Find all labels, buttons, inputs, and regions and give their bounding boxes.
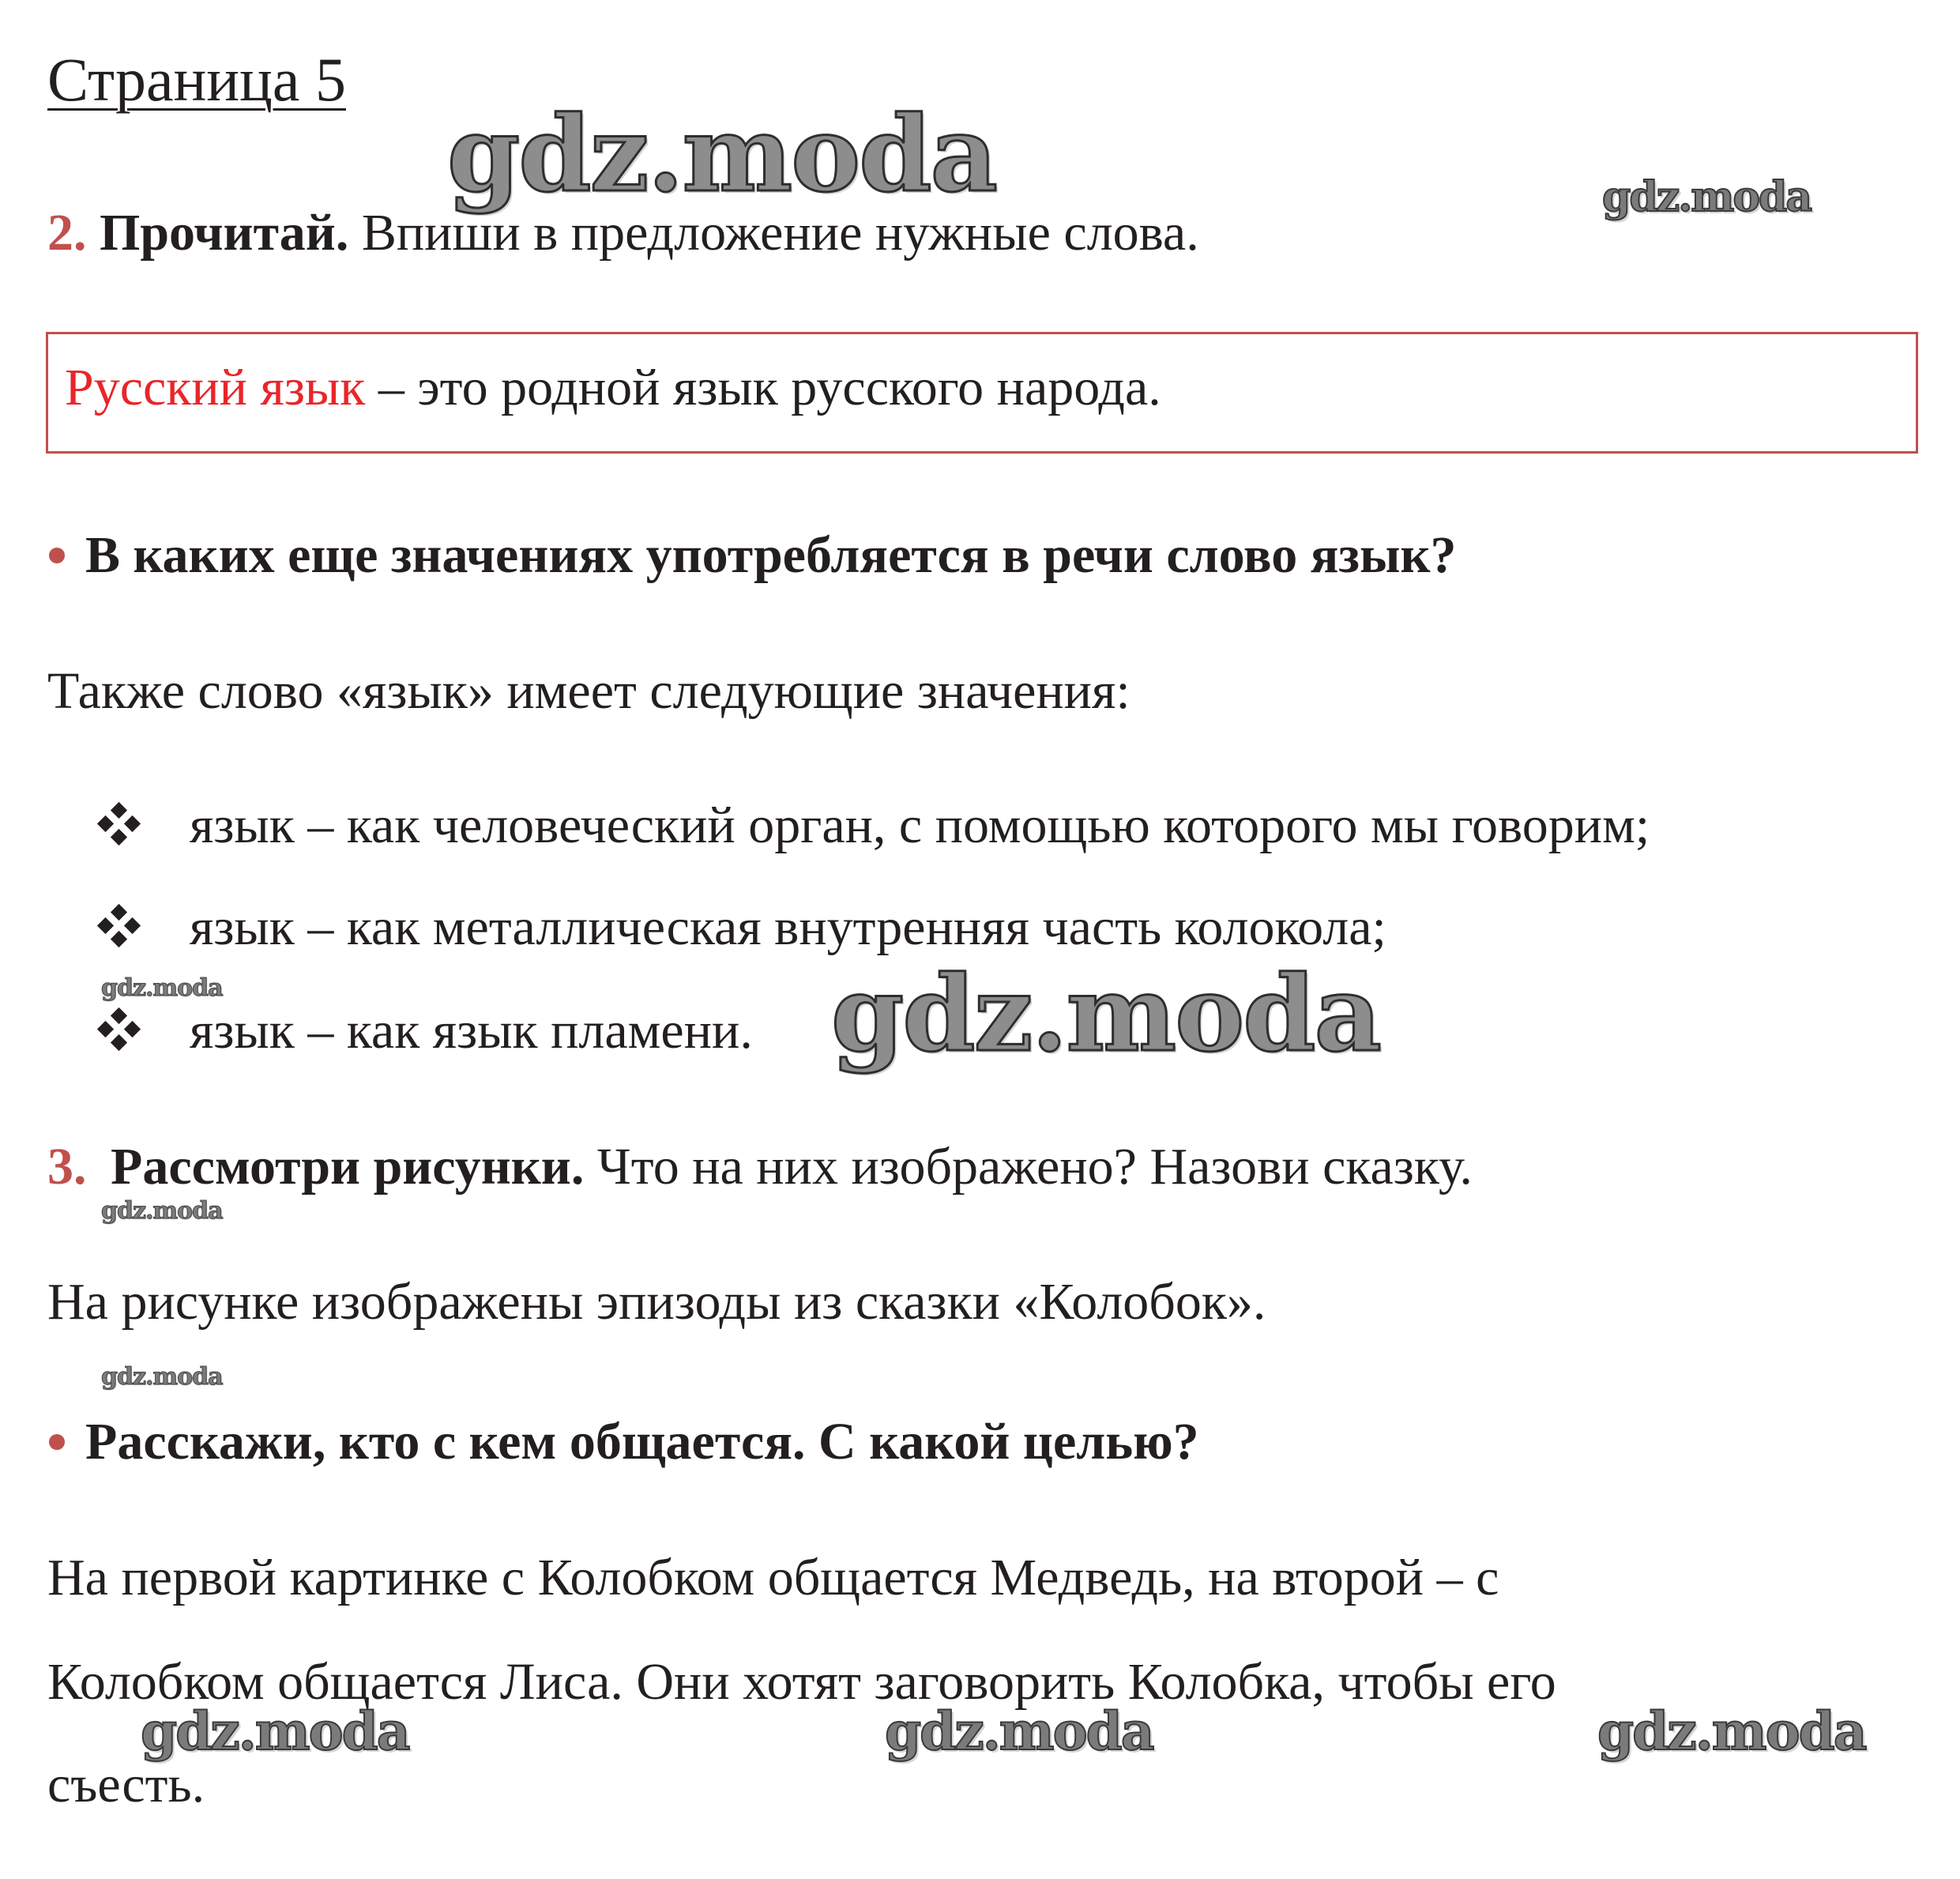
answer-4-line-3: съесть. xyxy=(47,1756,205,1813)
task-2-lead: Прочитай. xyxy=(100,204,349,262)
watermark: gdz.moda xyxy=(1602,173,1811,221)
watermark: gdz.moda xyxy=(885,1700,1153,1762)
red-dot-icon xyxy=(49,548,65,563)
diamond-cluster-icon xyxy=(98,803,141,845)
diamond-cluster-icon xyxy=(98,1008,141,1051)
watermark: gdz.moda xyxy=(101,1363,223,1391)
question-1-text: В каких еще значениях употребляется в речи слово язык? xyxy=(85,526,1457,584)
task-3-number: 3. xyxy=(47,1138,87,1196)
answer-1-intro: Также слово «язык» имеет следующие значения: xyxy=(47,662,1130,720)
task-2-heading xyxy=(47,204,1199,262)
definition-term: Русский язык xyxy=(65,359,366,416)
watermark: gdz.moda xyxy=(141,1700,409,1762)
definition-rest: – это родной язык русского народа. xyxy=(365,359,1161,416)
question-1 xyxy=(49,526,1457,584)
answer-4-line-1: На первой картинке с Колобком общается Медведь, на второй – с xyxy=(47,1549,1499,1606)
diamond-cluster-icon xyxy=(98,905,141,947)
task-3-lead: Рассмотри рисунки. xyxy=(111,1138,585,1196)
watermark: gdz.moda xyxy=(1597,1700,1866,1762)
page-title: Страница 5 xyxy=(47,45,347,114)
task-3-heading xyxy=(47,1138,1473,1196)
question-2-text: Расскажи, кто с кем общается. С какой целью? xyxy=(85,1413,1199,1470)
task-2-instruction: Впиши в предложение нужные слова. xyxy=(348,204,1199,262)
answer-4-line-2: Колобком общается Лиса. Они хотят заговорить Колобка, чтобы его xyxy=(47,1653,1556,1711)
watermark: gdz.moda xyxy=(831,953,1381,1075)
meaning-item-3: язык – как язык пламени. xyxy=(190,1002,753,1060)
meaning-item-2: язык – как металлическая внутренняя часть колокола; xyxy=(190,898,1386,956)
watermark: gdz.moda xyxy=(447,93,997,216)
task-2-number: 2. xyxy=(47,204,87,262)
answer-3: На рисунке изображены эпизоды из сказки «Колобок». xyxy=(47,1273,1266,1331)
task-3-instruction: Что на них изображено? Назови сказку. xyxy=(584,1138,1473,1196)
meaning-item-1: язык – как человеческий орган, с помощью которого мы говорим; xyxy=(190,796,1650,854)
red-dot-icon xyxy=(49,1434,65,1450)
watermark: gdz.moda xyxy=(101,1197,223,1225)
definition-text xyxy=(65,359,1161,416)
question-2 xyxy=(49,1413,1199,1470)
watermark: gdz.moda xyxy=(101,974,223,1002)
